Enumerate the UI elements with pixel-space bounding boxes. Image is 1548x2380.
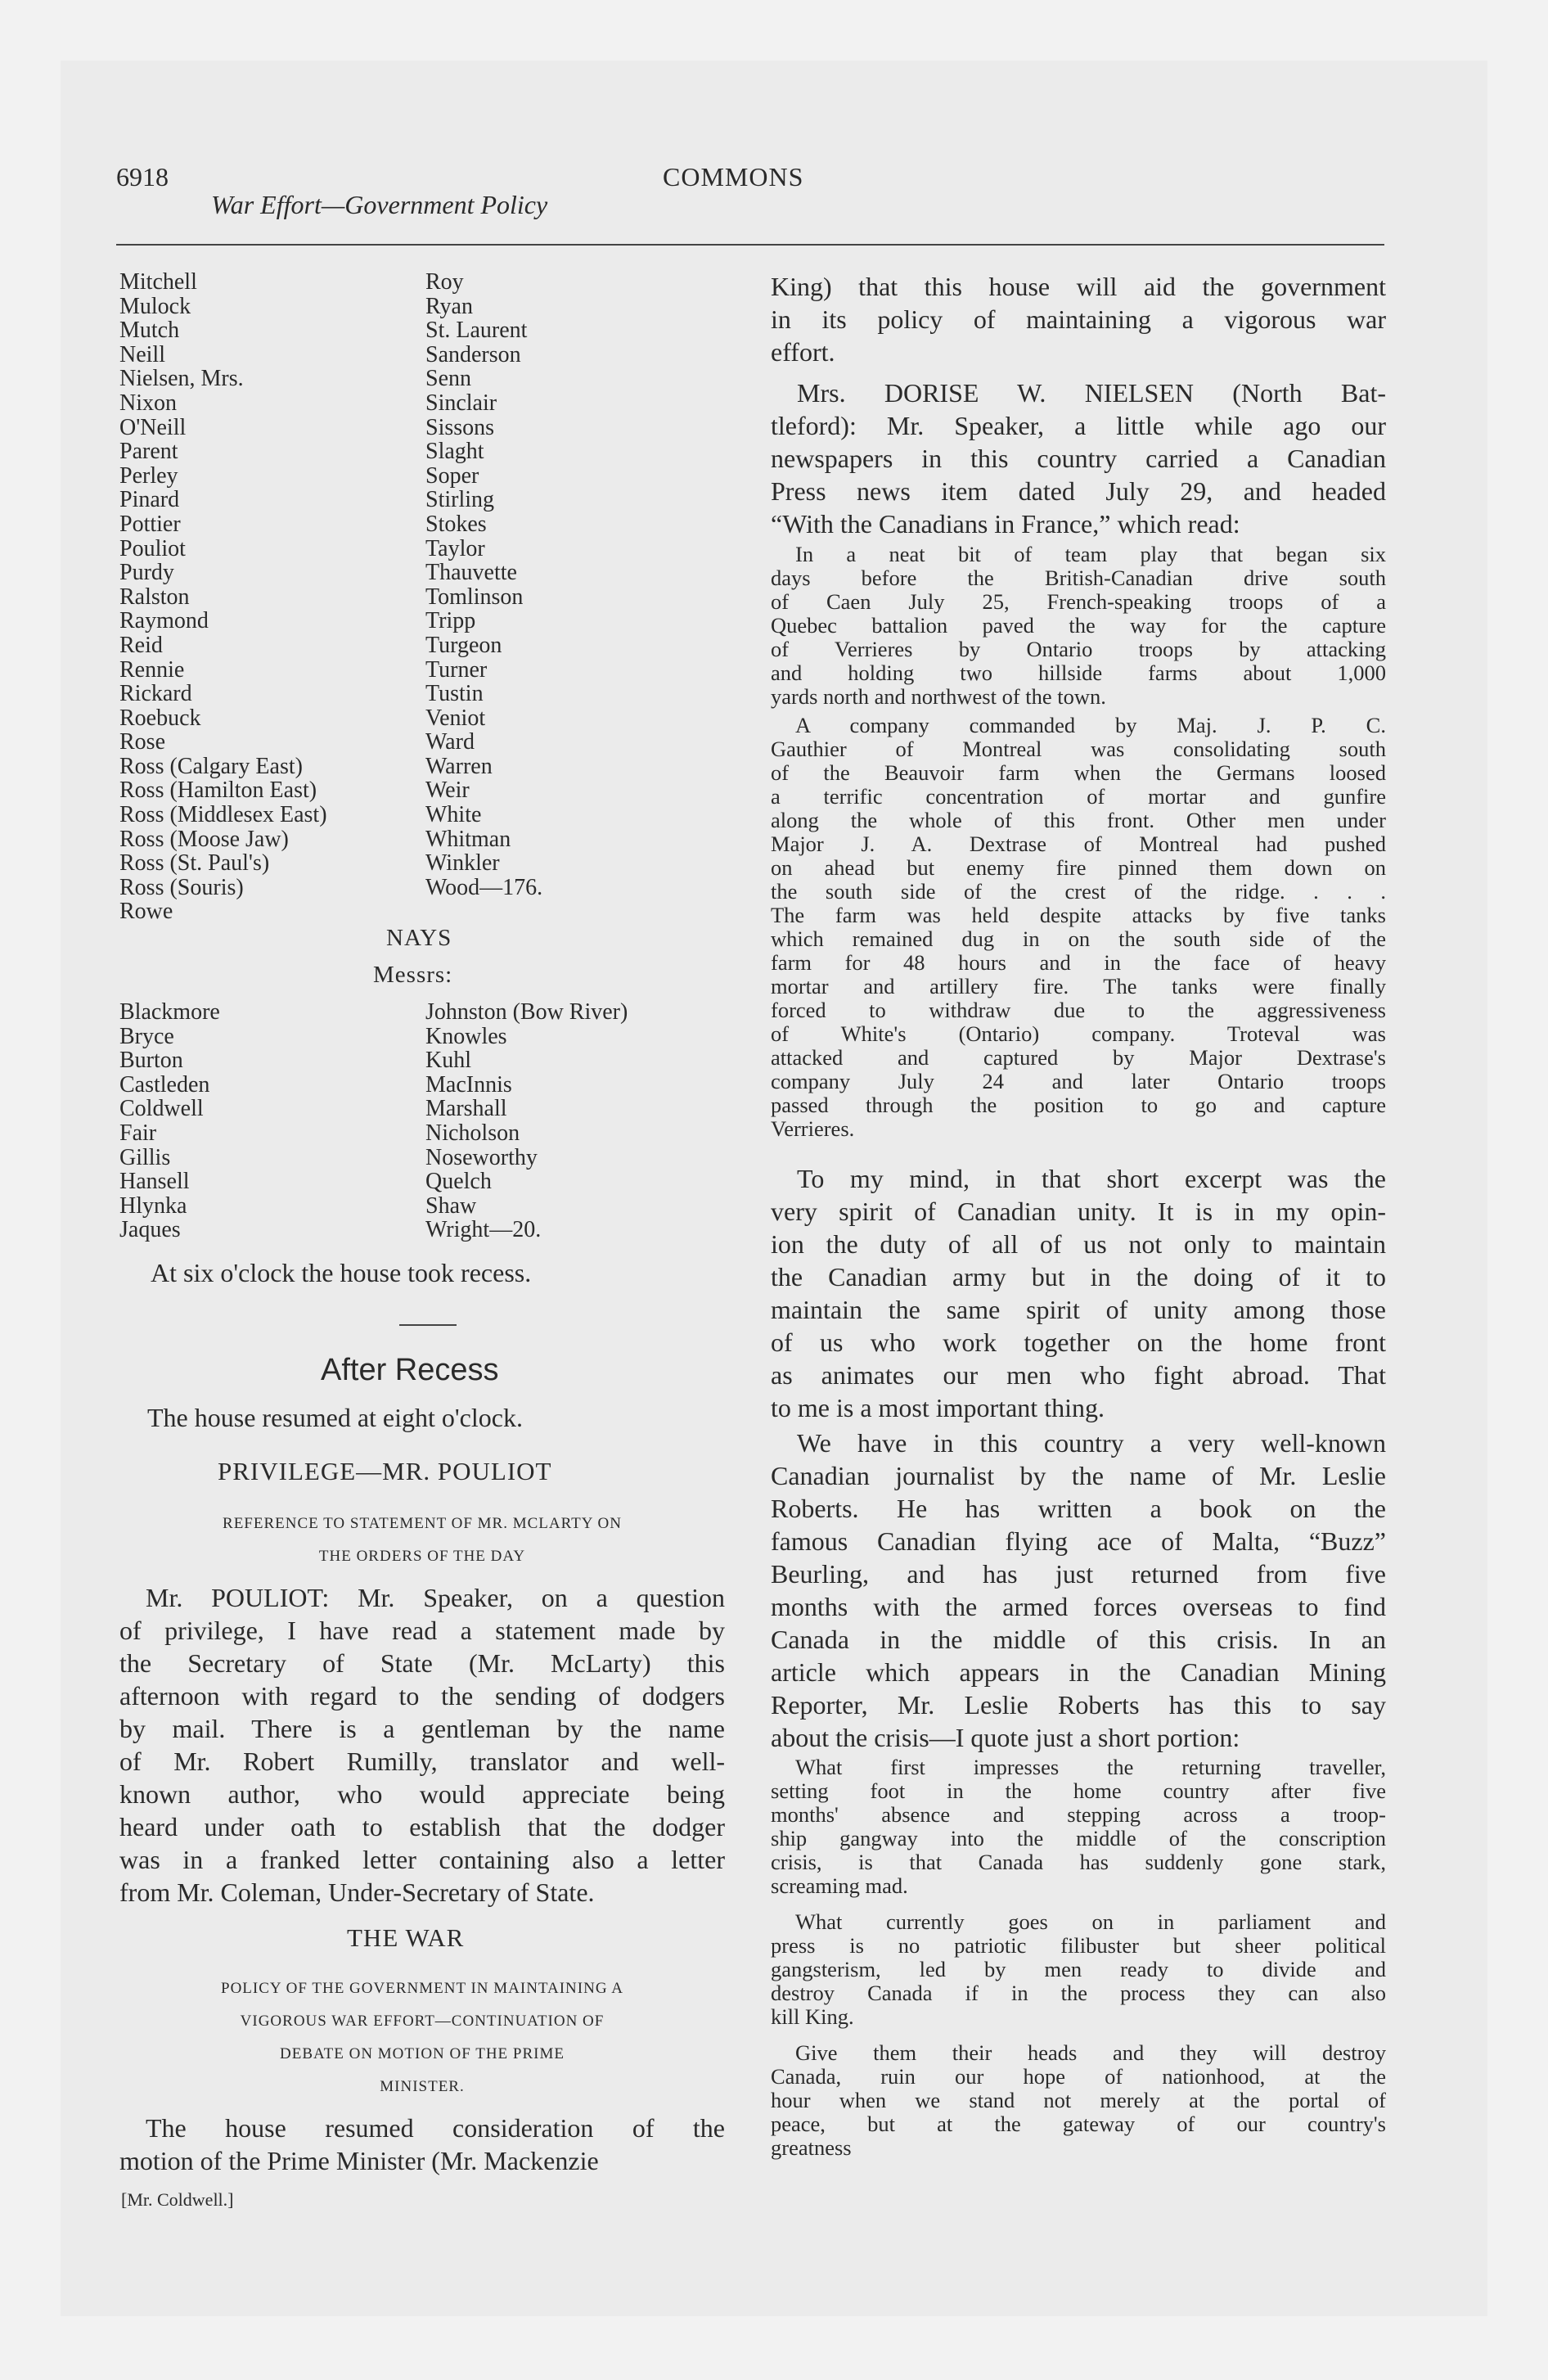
text-line: Verrieres. [771, 1116, 855, 1141]
text-line: maintain the same spirit of unity among those [771, 1295, 1386, 1324]
member-name: Pouliot [119, 535, 186, 561]
text-line: farm for 48 hours and in the face of heavy [771, 950, 1386, 975]
nays-list-col1 [119, 1000, 220, 1242]
member-name: Sanderson [425, 341, 521, 367]
quote-parliament [771, 1910, 1386, 2029]
text-line: newspapers in this country carried a Canadian [771, 444, 1386, 473]
member-name: Roy [425, 269, 464, 295]
member-name: Tripp [425, 608, 476, 634]
member-name: Weir [425, 778, 470, 804]
member-name: Nielsen, Mrs. [119, 366, 244, 392]
member-name: Parent [119, 439, 178, 465]
paragraph-unity [771, 1162, 1386, 1424]
text-line: famous Canadian flying ace of Malta, “Buzz” [771, 1526, 1386, 1556]
text-line: Mrs. DORISE W. NIELSEN (North Bat- [797, 378, 1386, 408]
yeas-list-col1 [119, 270, 327, 924]
member-name: Johnston (Bow River) [425, 999, 628, 1025]
member-name: Noseworthy [425, 1144, 538, 1170]
text-line: of Mr. Robert Rumilly, translator and well- [119, 1747, 725, 1776]
text-line: as animates our men who fight abroad. That [771, 1360, 1386, 1390]
recess-line: At six o'clock the house took recess. [151, 1258, 532, 1287]
member-name: Bryce [119, 1023, 174, 1049]
text-line: in its policy of maintaining a vigorous war [771, 304, 1386, 334]
member-name: Mulock [119, 293, 191, 319]
text-line: REFERENCE TO STATEMENT OF MR. MCLARTY ON [223, 1515, 622, 1532]
privilege-subheading [119, 1508, 725, 1573]
text-line: company July 24 and later Ontario troops [771, 1069, 1386, 1093]
text-line: King) that this house will aid the government [771, 272, 1386, 301]
member-name: Ross (St. Paul's) [119, 850, 270, 877]
member-name: Knowles [425, 1023, 507, 1049]
text-line: To my mind, in that short excerpt was the [797, 1164, 1386, 1193]
member-name: Warren [425, 753, 493, 779]
nays-list-col2 [425, 1000, 628, 1242]
member-name: Taylor [425, 535, 485, 561]
text-line: setting foot in the home country after five [771, 1778, 1386, 1803]
text-line: of the Beauvoir farm when the Germans loosed [771, 760, 1386, 785]
member-name: Coldwell [119, 1096, 204, 1122]
text-line: We have in this country a very well-known [797, 1428, 1386, 1458]
text-line: days before the British-Canadian drive south [771, 566, 1386, 590]
text-line: Beurling, and has just returned from five [771, 1559, 1386, 1589]
text-line: by mail. There is a gentleman by the name [119, 1714, 725, 1743]
text-line: months with the armed forces overseas to find [771, 1592, 1386, 1621]
text-line: Give them their heads and they will destroy [795, 2040, 1386, 2065]
resumed-line: The house resumed at eight o'clock. [147, 1403, 523, 1432]
text-line: known author, who would appreciate being [119, 1779, 725, 1809]
member-name: Wood—176. [425, 874, 543, 900]
text-line: the south side of the crest of the ridge. . . . [771, 879, 1386, 904]
section-title: War Effort—Government Policy [211, 190, 548, 219]
motion-paragraph [119, 2112, 725, 2177]
member-name: MacInnis [425, 1071, 512, 1098]
text-line: of privilege, I have read a statement made by [119, 1616, 725, 1645]
messrs-label: Messrs: [373, 962, 453, 988]
text-line: motion of the Prime Minister (Mr. Mackenzie [119, 2146, 599, 2175]
nays-heading: NAYS [386, 925, 452, 951]
member-name: Nixon [119, 390, 177, 416]
page-number: 6918 [116, 162, 169, 192]
member-name: Turner [425, 656, 488, 683]
text-line: which remained dug in on the south side of the [771, 926, 1386, 951]
member-name: Senn [425, 366, 471, 392]
member-name: Blackmore [119, 999, 220, 1025]
war-subheading [119, 1972, 725, 2103]
text-line: Reporter, Mr. Leslie Roberts has this to say [771, 1690, 1386, 1720]
text-line: passed through the position to go and capture [771, 1093, 1386, 1117]
member-name: Veniot [425, 705, 486, 731]
pouliot-statement [119, 1581, 725, 1909]
member-name: Marshall [425, 1096, 507, 1122]
text-line: of Verrieres by Ontario troops by attacking [771, 637, 1386, 661]
member-name: Sinclair [425, 390, 497, 416]
text-line: DEBATE ON MOTION OF THE PRIME [280, 2045, 565, 2062]
member-name: Pottier [119, 511, 181, 537]
member-name: St. Laurent [425, 318, 528, 344]
text-line: hour when we stand not merely at the portal of [771, 2088, 1386, 2112]
member-name: Hlynka [119, 1192, 187, 1219]
text-line: What currently goes on in parliament and [795, 1909, 1386, 1934]
running-title: COMMONS [663, 162, 804, 192]
text-line: greatness [771, 2135, 852, 2160]
text-line: Roberts. He has written a book on the [771, 1494, 1386, 1523]
text-line: Mr. POULIOT: Mr. Speaker, on a question [146, 1583, 725, 1612]
text-line: The farm was held despite attacks by five tanks [771, 903, 1386, 927]
war-heading: THE WAR [347, 1923, 465, 1952]
member-name: Rickard [119, 681, 192, 707]
text-line: the Secretary of State (Mr. McLarty) this [119, 1648, 725, 1678]
text-line: effort. [771, 337, 835, 367]
text-line: article which appears in the Canadian Mining [771, 1657, 1386, 1687]
text-line: of Caen July 25, French-speaking troops of a [771, 589, 1386, 614]
member-name: Tomlinson [425, 584, 524, 610]
member-name: Ross (Middlesex East) [119, 802, 327, 828]
quote-traveller [771, 1756, 1386, 1898]
text-line: the Canadian army but in the doing of it to [771, 1262, 1386, 1291]
text-line: forced to withdraw due to the aggressiveness [771, 998, 1386, 1022]
member-name: Rowe [119, 899, 173, 925]
member-name: Burton [119, 1048, 183, 1074]
member-name: Nicholson [425, 1120, 520, 1146]
text-line: of White's (Ontario) company. Troteval was [771, 1021, 1386, 1046]
member-name: Purdy [119, 560, 174, 586]
text-line: a terrific concentration of mortar and gunfire [771, 784, 1386, 809]
text-line: MINISTER. [380, 2078, 465, 2095]
text-line: destroy Canada if in the process they can also [771, 1981, 1386, 2005]
header-rule [116, 244, 1384, 246]
footer-speaker: [Mr. Coldwell.] [121, 2189, 234, 2210]
member-name: O'Neill [119, 414, 187, 440]
member-name: Ross (Hamilton East) [119, 778, 317, 804]
member-name: Ross (Moose Jaw) [119, 826, 289, 852]
text-line: “With the Canadians in France,” which read: [771, 509, 1240, 539]
text-line: and holding two hillside farms about 1,000 [771, 660, 1386, 685]
section-divider [399, 1324, 457, 1326]
member-name: Turgeon [425, 632, 502, 658]
text-line: What first impresses the returning traveller, [795, 1755, 1386, 1779]
member-name: Ross (Calgary East) [119, 753, 303, 779]
text-line: tleford): Mr. Speaker, a little while ago our [771, 411, 1386, 440]
text-line: gangsterism, led by men ready to divide and [771, 1957, 1386, 1981]
text-line: on ahead but enemy fire pinned them down on [771, 855, 1386, 880]
text-line: screaming mad. [771, 1873, 908, 1898]
member-name: Tustin [425, 681, 484, 707]
member-name: Ryan [425, 293, 473, 319]
text-line: Gauthier of Montreal was consolidating south [771, 737, 1386, 761]
text-line: A company commanded by Maj. J. P. C. [795, 713, 1386, 737]
member-name: Neill [119, 341, 165, 367]
text-line: Canada in the middle of this crisis. In an [771, 1625, 1386, 1654]
text-line: attacked and captured by Major Dextrase's [771, 1045, 1386, 1070]
member-name: Raymond [119, 608, 209, 634]
quote-heads [771, 2041, 1386, 2160]
member-name: Pinard [119, 487, 180, 513]
member-name: Winkler [425, 850, 500, 877]
text-line: press is no patriotic filibuster but sheer political [771, 1933, 1386, 1958]
member-name: White [425, 802, 482, 828]
member-name: Rose [119, 729, 165, 755]
text-line: afternoon with regard to the sending of dodgers [119, 1681, 725, 1711]
text-line: mortar and artillery fire. The tanks were finally [771, 974, 1386, 998]
text-line: THE ORDERS OF THE DAY [318, 1548, 526, 1565]
paragraph-nielsen [771, 376, 1386, 540]
member-name: Mutch [119, 318, 180, 344]
text-line: months' absence and stepping across a troop- [771, 1802, 1386, 1827]
member-name: Reid [119, 632, 163, 658]
member-name: Slaght [425, 439, 484, 465]
text-line: about the crisis—I quote just a short portion: [771, 1723, 1240, 1752]
text-line: In a neat bit of team play that began six [795, 542, 1386, 566]
text-line: POLICY OF THE GOVERNMENT IN MAINTAINING A [221, 1980, 623, 1997]
text-line: VIGOROUS WAR EFFORT—CONTINUATION OF [240, 2013, 605, 2030]
member-name: Ross (Souris) [119, 874, 244, 900]
member-name: Stirling [425, 487, 495, 513]
text-line: along the whole of this front. Other men under [771, 808, 1386, 832]
member-name: Hansell [119, 1169, 190, 1195]
member-name: Quelch [425, 1169, 492, 1195]
text-line: very spirit of Canadian unity. It is in my opin- [771, 1197, 1386, 1226]
text-line: was in a franked letter containing also a letter [119, 1845, 725, 1874]
member-name: Ralston [119, 584, 190, 610]
paragraph-king [771, 270, 1386, 368]
member-name: Soper [425, 462, 479, 489]
member-name: Mitchell [119, 269, 197, 295]
member-name: Roebuck [119, 705, 201, 731]
text-line: crisis, is that Canada has suddenly gone stark, [771, 1850, 1386, 1874]
text-line: The house resumed consideration of the [146, 2113, 725, 2143]
member-name: Gillis [119, 1144, 171, 1170]
text-line: Canada, ruin our hope of nationhood, at the [771, 2064, 1386, 2089]
text-line: yards north and northwest of the town. [771, 684, 1106, 709]
text-line: Canadian journalist by the name of Mr. Leslie [771, 1461, 1386, 1490]
member-name: Wright—20. [425, 1217, 542, 1243]
quote-team-play [771, 543, 1386, 709]
yeas-list-col2 [425, 270, 542, 899]
member-name: Kuhl [425, 1048, 471, 1074]
text-line: Quebec battalion paved the way for the capture [771, 613, 1386, 638]
after-recess-heading: After Recess [321, 1353, 499, 1387]
member-name: Shaw [425, 1192, 477, 1219]
member-name: Sissons [425, 414, 495, 440]
member-name: Ward [425, 729, 475, 755]
text-line: ship gangway into the middle of the conscription [771, 1826, 1386, 1850]
paragraph-roberts [771, 1427, 1386, 1754]
text-line: from Mr. Coleman, Under-Secretary of State. [119, 1877, 595, 1907]
text-line: of us who work together on the home front [771, 1327, 1386, 1357]
text-line: peace, but at the gateway of our country's [771, 2112, 1386, 2136]
member-name: Rennie [119, 656, 185, 683]
member-name: Stokes [425, 511, 487, 537]
text-line: to me is a most important thing. [771, 1393, 1105, 1422]
text-line: ion the duty of all of us not only to maintain [771, 1229, 1386, 1259]
text-line: Press news item dated July 29, and headed [771, 476, 1386, 506]
text-line: heard under oath to establish that the dodger [119, 1812, 725, 1841]
text-line: kill King. [771, 2004, 854, 2029]
member-name: Perley [119, 462, 178, 489]
text-line: Major J. A. Dextrase of Montreal had pushed [771, 832, 1386, 856]
privilege-heading: PRIVILEGE—MR. POULIOT [218, 1457, 552, 1485]
member-name: Thauvette [425, 560, 517, 586]
quote-company [771, 714, 1386, 1141]
member-name: Jaques [119, 1217, 181, 1243]
member-name: Castleden [119, 1071, 210, 1098]
member-name: Whitman [425, 826, 511, 852]
member-name: Fair [119, 1120, 157, 1146]
